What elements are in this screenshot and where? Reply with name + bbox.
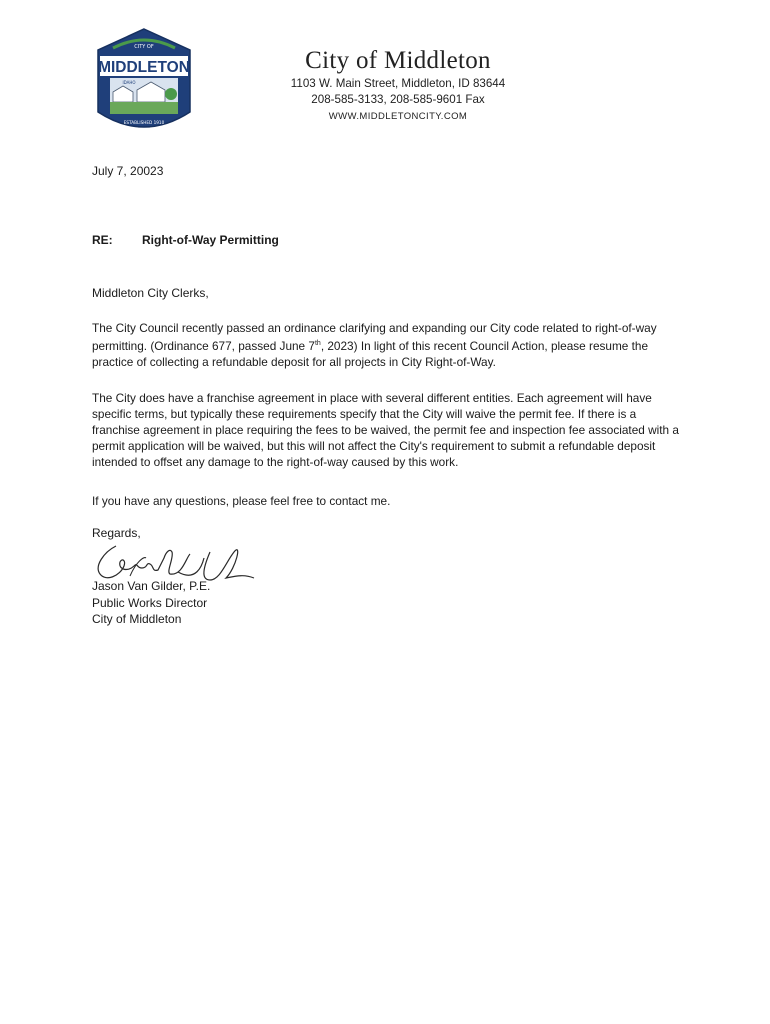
logo-top-text: CITY OF	[134, 44, 154, 50]
re-subject: Right-of-Way Permitting	[142, 233, 279, 247]
signer-title: Public Works Director	[92, 595, 208, 610]
signature-block	[92, 578, 210, 628]
subject-line	[92, 233, 279, 247]
paragraph-3: If you have any questions, please feel free to contact me.	[92, 494, 391, 508]
paragraph-1-superscript: th	[314, 340, 321, 347]
signer-organization: City of Middleton	[92, 612, 182, 626]
letterhead-website: WWW.MIDDLETONCITY.COM	[328, 111, 468, 122]
logo-city-name: MIDDLETON	[98, 59, 190, 76]
paragraph-1	[92, 320, 684, 370]
logo-state: IDAHO	[122, 80, 136, 85]
signer-name: Jason Van Gilder, P.E.	[92, 579, 211, 593]
letterhead-phone-fax: 208-585-3133, 208-585-9601 Fax	[311, 93, 485, 106]
re-label: RE:	[92, 233, 113, 247]
paragraph-2: The City does have a franchise agreement in place with several different entities. Each agreement will have specific terms, but typically these requirements specify that the City will waive the permit fee. If there is a franchise agreement in place requiring the fees to be waived, the permit fee and inspection fee associated with a permit application will be waived, but this will not affect the City's requirement to submit a refundable deposit intended to offset any damage to the right-of-way caused by this work.	[92, 391, 679, 469]
letter-date: July 7, 20023	[92, 164, 164, 178]
city-seal-logo	[93, 26, 195, 136]
salutation: Middleton City Clerks,	[92, 286, 209, 300]
logo-bottom-text: ESTABLISHED 1910	[123, 120, 165, 125]
city-name-heading: City of Middleton	[305, 47, 491, 74]
paragraph-1-text-b: , 2023) In light of this recent Council Action, please resume the practice of collecting a refundable deposit for all projects in City Right-of-Way.	[92, 338, 649, 369]
closing: Regards,	[92, 526, 141, 540]
paragraph-1-text-a: The City Council recently passed an ordinance clarifying and expanding our City code related to right-of-way permitting. (Ordinance 677, passed June 7	[92, 321, 657, 353]
letterhead-address: 1103 W. Main Street, Middleton, ID 83644	[290, 77, 506, 90]
letterhead	[258, 46, 538, 125]
